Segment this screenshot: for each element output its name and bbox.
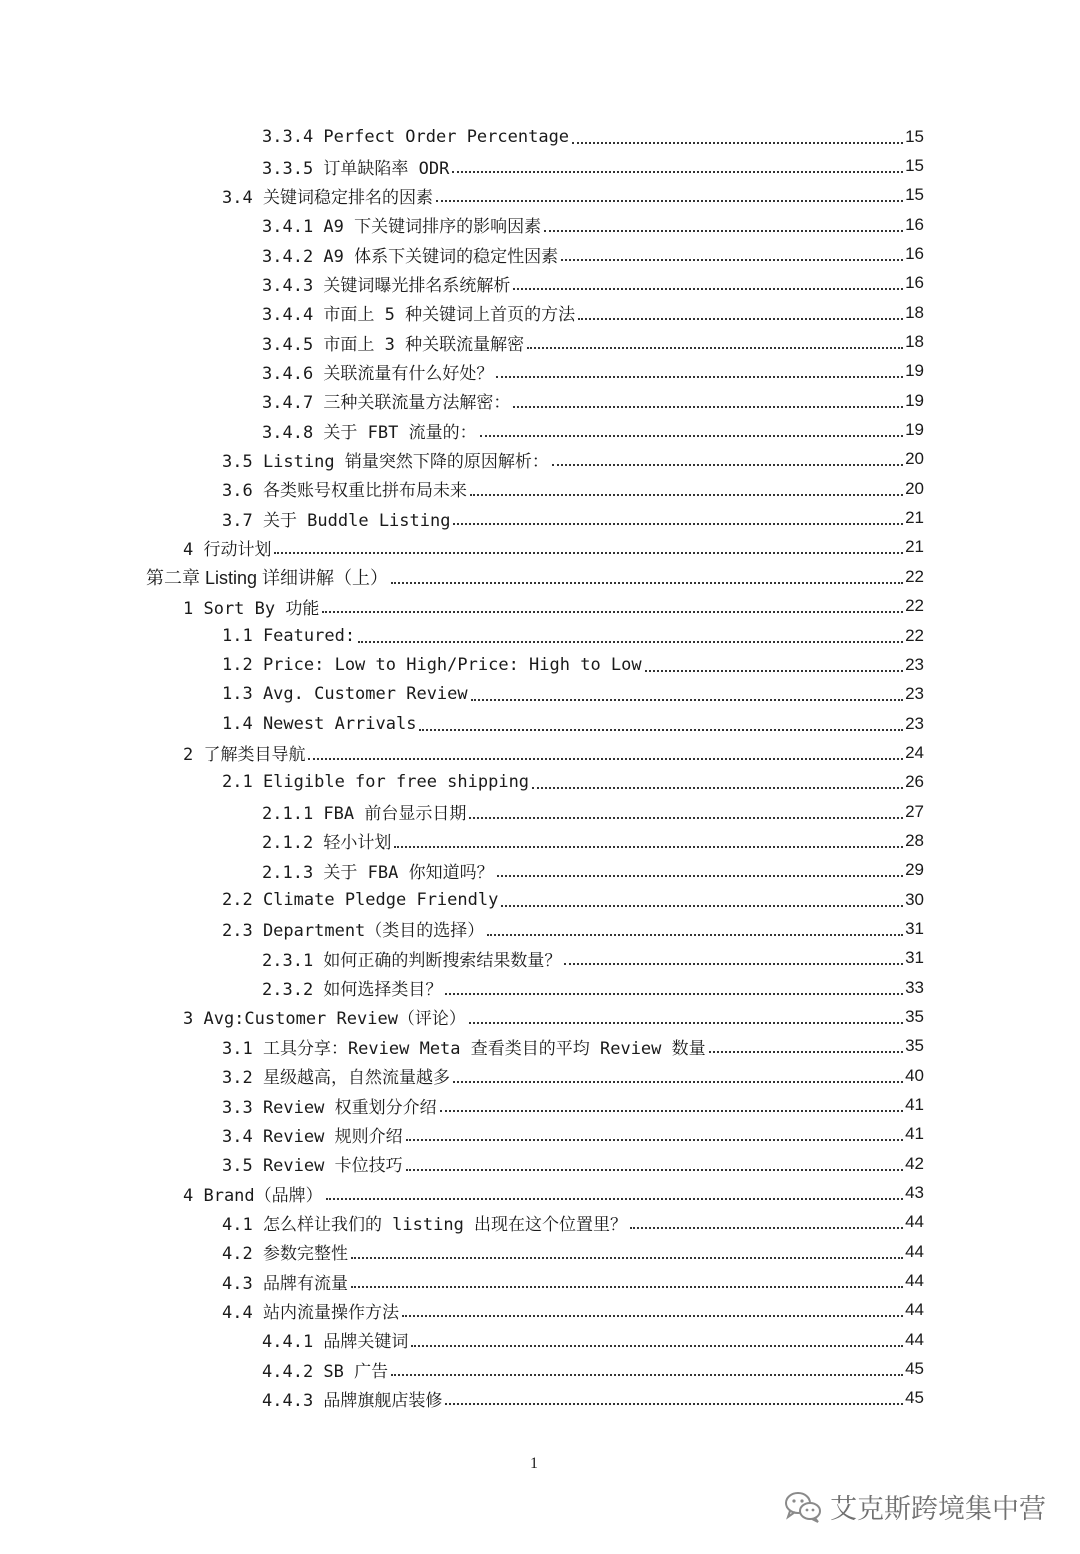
toc-dot-leader [470,494,903,496]
toc-entry-title: 3.4.5 市面上 3 种关联流量解密 [262,330,525,355]
toc-entry[interactable] [262,269,924,298]
toc-entry-title: 3 Avg:Customer Review（评论） [183,1004,467,1029]
toc-entry[interactable] [222,445,924,474]
toc-entry[interactable] [262,239,924,268]
toc-entry-title: 3.4 Review 规则介绍 [222,1122,404,1147]
toc-entry-page: 44 [905,1212,924,1232]
toc-entry-title: 1 Sort By 功能 [183,594,320,619]
toc-entry-title: 2.3 Department（类目的选择） [222,916,485,941]
toc-dot-leader [326,1198,903,1200]
toc-dot-leader [532,787,903,789]
toc-entry-title: 3.5 Review 卡位技巧 [222,1151,404,1176]
toc-entry-page: 41 [905,1124,924,1144]
toc-entry-page: 18 [905,332,924,352]
toc-dot-leader [471,699,903,701]
toc-entry[interactable] [262,826,924,855]
toc-entry[interactable] [222,1090,924,1119]
toc-entry-page: 42 [905,1153,924,1173]
toc-entry[interactable] [262,944,924,973]
toc-entry-page: 20 [905,449,924,469]
toc-dot-leader [469,817,903,819]
toc-dot-leader [436,200,903,202]
toc-entry-title: 3.4.8 关于 FBT 流量的： [262,418,478,443]
toc-entry[interactable] [262,1325,924,1354]
toc-entry-page: 19 [905,390,924,410]
toc-entry-title: 4 Brand（品牌） [183,1181,324,1206]
toc-dot-leader [561,259,903,261]
toc-entry-title: 1.3 Avg. Customer Review [222,684,468,705]
toc-dot-leader [497,875,903,877]
toc-entry-title: 4.3 品牌有流量 [222,1269,349,1294]
toc-entry-page: 22 [905,566,924,586]
toc-entry-title: 3.3.5 订单缺陷率 ODR [262,154,450,179]
toc-dot-leader [406,1139,903,1141]
toc-entry-title: 1.2 Price: Low to High/Price: High to Low [222,654,642,675]
toc-entry-title: 3.4.7 三种关联流量方法解密： [262,388,511,413]
toc-dot-leader [411,1345,903,1347]
toc-entry-page: 19 [905,420,924,440]
toc-entry[interactable] [222,650,924,679]
toc-entry-page: 41 [905,1095,924,1115]
toc-entry[interactable] [183,1178,924,1207]
toc-entry[interactable] [262,357,924,386]
toc-dot-leader [445,993,903,995]
page-number: 1 [530,1455,538,1472]
toc-entry[interactable] [183,1002,924,1031]
toc-dot-leader [513,288,903,290]
toc-entry-title: 3.4.3 关键词曝光排名系统解析 [262,271,511,296]
toc-entry[interactable] [262,1354,924,1383]
toc-dot-leader [552,464,903,466]
toc-entry-page: 28 [905,830,924,850]
toc-entry-page: 40 [905,1065,924,1085]
toc-entry-page: 19 [905,361,924,381]
toc-entry-page: 18 [905,302,924,322]
toc-entry[interactable] [262,856,924,885]
toc-entry-page: 44 [905,1241,924,1261]
toc-entry[interactable] [222,621,924,650]
toc-entry[interactable] [222,1061,924,1090]
toc-entry[interactable] [222,1237,924,1266]
toc-entry-title: 1.4 Newest Arrivals [222,713,417,734]
toc-entry[interactable] [183,533,924,562]
toc-entry[interactable] [222,885,924,914]
toc-entry[interactable] [262,298,924,327]
toc-entry-page: 21 [905,537,924,557]
toc-entry[interactable] [222,503,924,532]
toc-entry-title: 3.3.4 Perfect Order Percentage [262,126,570,147]
toc-entry-title: 2.2 Climate Pledge Friendly [222,889,499,910]
toc-entry[interactable] [222,709,924,738]
toc-dot-leader [572,142,903,144]
toc-entry[interactable] [222,1266,924,1295]
toc-dot-leader [480,435,903,437]
toc-entry-page: 44 [905,1329,924,1349]
toc-entry-page: 31 [905,948,924,968]
toc-entry-page: 20 [905,478,924,498]
toc-entry-page: 44 [905,1271,924,1291]
toc-entry-title: 3.4.1 A9 下关键词排序的影响因素 [262,212,542,237]
toc-entry-page: 31 [905,918,924,938]
toc-entry-title: 第二章 Listing 详细讲解（上） [146,564,389,590]
toc-entry-title: 2.1.1 FBA 前台显示日期 [262,799,467,824]
toc-entry-title: 3.4 关键词稳定排名的因素 [222,183,434,208]
toc-chapter-entry[interactable] [146,562,924,591]
toc-dot-leader [351,1286,903,1288]
toc-entry-title: 4 行动计划 [183,535,272,560]
toc-entry[interactable] [222,1149,924,1178]
toc-entry-page: 33 [905,977,924,997]
toc-dot-leader [453,1081,903,1083]
toc-dot-leader [402,1315,903,1317]
toc-entry-page: 45 [905,1359,924,1379]
toc-entry-page: 16 [905,273,924,293]
toc-entry[interactable] [262,122,924,151]
toc-dot-leader [322,611,903,613]
toc-entry-title: 2.3.2 如何选择类目？ [262,975,443,1000]
toc-entry[interactable] [222,914,924,943]
toc-entry-page: 23 [905,713,924,733]
toc-dot-leader [709,1051,903,1053]
toc-entry-title: 3.3 Review 权重划分介绍 [222,1093,438,1118]
toc-entry[interactable] [222,1208,924,1237]
toc-dot-leader [487,934,903,936]
toc-entry-page: 16 [905,244,924,264]
toc-dot-leader [445,1403,903,1405]
toc-entry-page: 23 [905,654,924,674]
toc-entry-title: 3.4.4 市面上 5 种关键词上首页的方法 [262,300,576,325]
watermark-text: 艾克斯跨境集中营 [830,1494,1046,1525]
toc-entry-title: 4.4.2 SB 广告 [262,1357,389,1382]
toc-entry[interactable] [222,474,924,503]
toc-entry-page: 43 [905,1183,924,1203]
toc-entry-page: 21 [905,508,924,528]
toc-dot-leader [578,318,903,320]
toc-entry-title: 2.1 Eligible for free shipping [222,772,530,793]
toc-dot-leader [394,846,903,848]
toc-entry-page: 24 [905,742,924,762]
toc-entry[interactable] [222,1296,924,1325]
toc-dot-leader [351,1257,903,1259]
toc-dot-leader [645,670,903,672]
toc-entry-title: 3.2 星级越高，自然流量越多 [222,1063,451,1088]
toc-entry-page: 16 [905,214,924,234]
table-of-contents [0,122,1080,1413]
toc-entry-page: 15 [905,126,924,146]
watermark [784,1487,1046,1526]
toc-entry-title: 3.4.6 关联流量有什么好处？ [262,359,494,384]
toc-dot-leader [496,376,903,378]
toc-entry-page: 23 [905,684,924,704]
toc-dot-leader [358,641,903,643]
toc-entry-title: 3.5 Listing 销量突然下降的原因解析： [222,447,550,472]
toc-dot-leader [406,1169,903,1171]
toc-dot-leader [452,171,903,173]
toc-entry[interactable] [262,327,924,356]
toc-entry-title: 3.6 各类账号权重比拼布局未来 [222,476,468,501]
toc-dot-leader [544,230,903,232]
toc-entry[interactable] [262,210,924,239]
toc-dot-leader [419,729,903,731]
toc-entry[interactable] [222,1120,924,1149]
toc-entry-title: 2.3.1 如何正确的判断搜索结果数量？ [262,946,562,971]
toc-entry-page: 22 [905,625,924,645]
toc-dot-leader [513,406,903,408]
toc-entry[interactable] [222,181,924,210]
toc-entry-title: 1.1 Featured: [222,625,356,646]
toc-entry-title: 3.4.2 A9 体系下关键词的稳定性因素 [262,242,559,267]
toc-entry-title: 2.1.2 轻小计划 [262,828,392,853]
toc-entry-page: 29 [905,860,924,880]
toc-dot-leader [453,523,903,525]
toc-entry[interactable] [262,386,924,415]
toc-entry[interactable] [262,973,924,1002]
toc-dot-leader [391,1374,903,1376]
toc-entry-page: 22 [905,596,924,616]
toc-entry-title: 4.4.3 品牌旗舰店装修 [262,1386,443,1411]
wechat-icon [784,1491,822,1523]
toc-entry-page: 35 [905,1006,924,1026]
toc-entry-page: 45 [905,1388,924,1408]
toc-dot-leader [564,963,903,965]
toc-entry[interactable] [262,151,924,180]
toc-dot-leader [527,347,903,349]
toc-dot-leader [630,1227,903,1229]
toc-entry[interactable] [262,797,924,826]
toc-entry-title: 2 了解类目导航 [183,740,306,765]
toc-entry-title: 4.4 站内流量操作方法 [222,1298,400,1323]
toc-dot-leader [391,582,903,584]
toc-entry-page: 35 [905,1036,924,1056]
toc-entry[interactable] [222,680,924,709]
toc-entry-page: 15 [905,156,924,176]
toc-entry[interactable] [183,738,924,767]
toc-entry[interactable] [262,1384,924,1413]
toc-entry[interactable] [222,1032,924,1061]
toc-entry-title: 2.1.3 关于 FBA 你知道吗？ [262,858,495,883]
toc-dot-leader [274,552,903,554]
toc-entry[interactable] [183,592,924,621]
toc-entry-page: 27 [905,801,924,821]
toc-entry-page: 15 [905,185,924,205]
toc-entry-title: 4.4.1 品牌关键词 [262,1327,409,1352]
toc-dot-leader [308,758,903,760]
toc-entry-page: 26 [905,772,924,792]
toc-entry[interactable] [262,415,924,444]
toc-dot-leader [469,1022,903,1024]
toc-entry-title: 4.2 参数完整性 [222,1239,349,1264]
toc-entry-page: 30 [905,889,924,909]
toc-dot-leader [440,1110,903,1112]
toc-entry-title: 3.7 关于 Buddle Listing [222,506,451,531]
toc-entry-title: 3.1 工具分享：Review Meta 查看类目的平均 Review 数量 [222,1034,707,1059]
toc-dot-leader [501,905,903,907]
toc-entry-title: 4.1 怎么样让我们的 listing 出现在这个位置里？ [222,1210,628,1235]
toc-entry[interactable] [222,768,924,797]
toc-entry-page: 44 [905,1300,924,1320]
